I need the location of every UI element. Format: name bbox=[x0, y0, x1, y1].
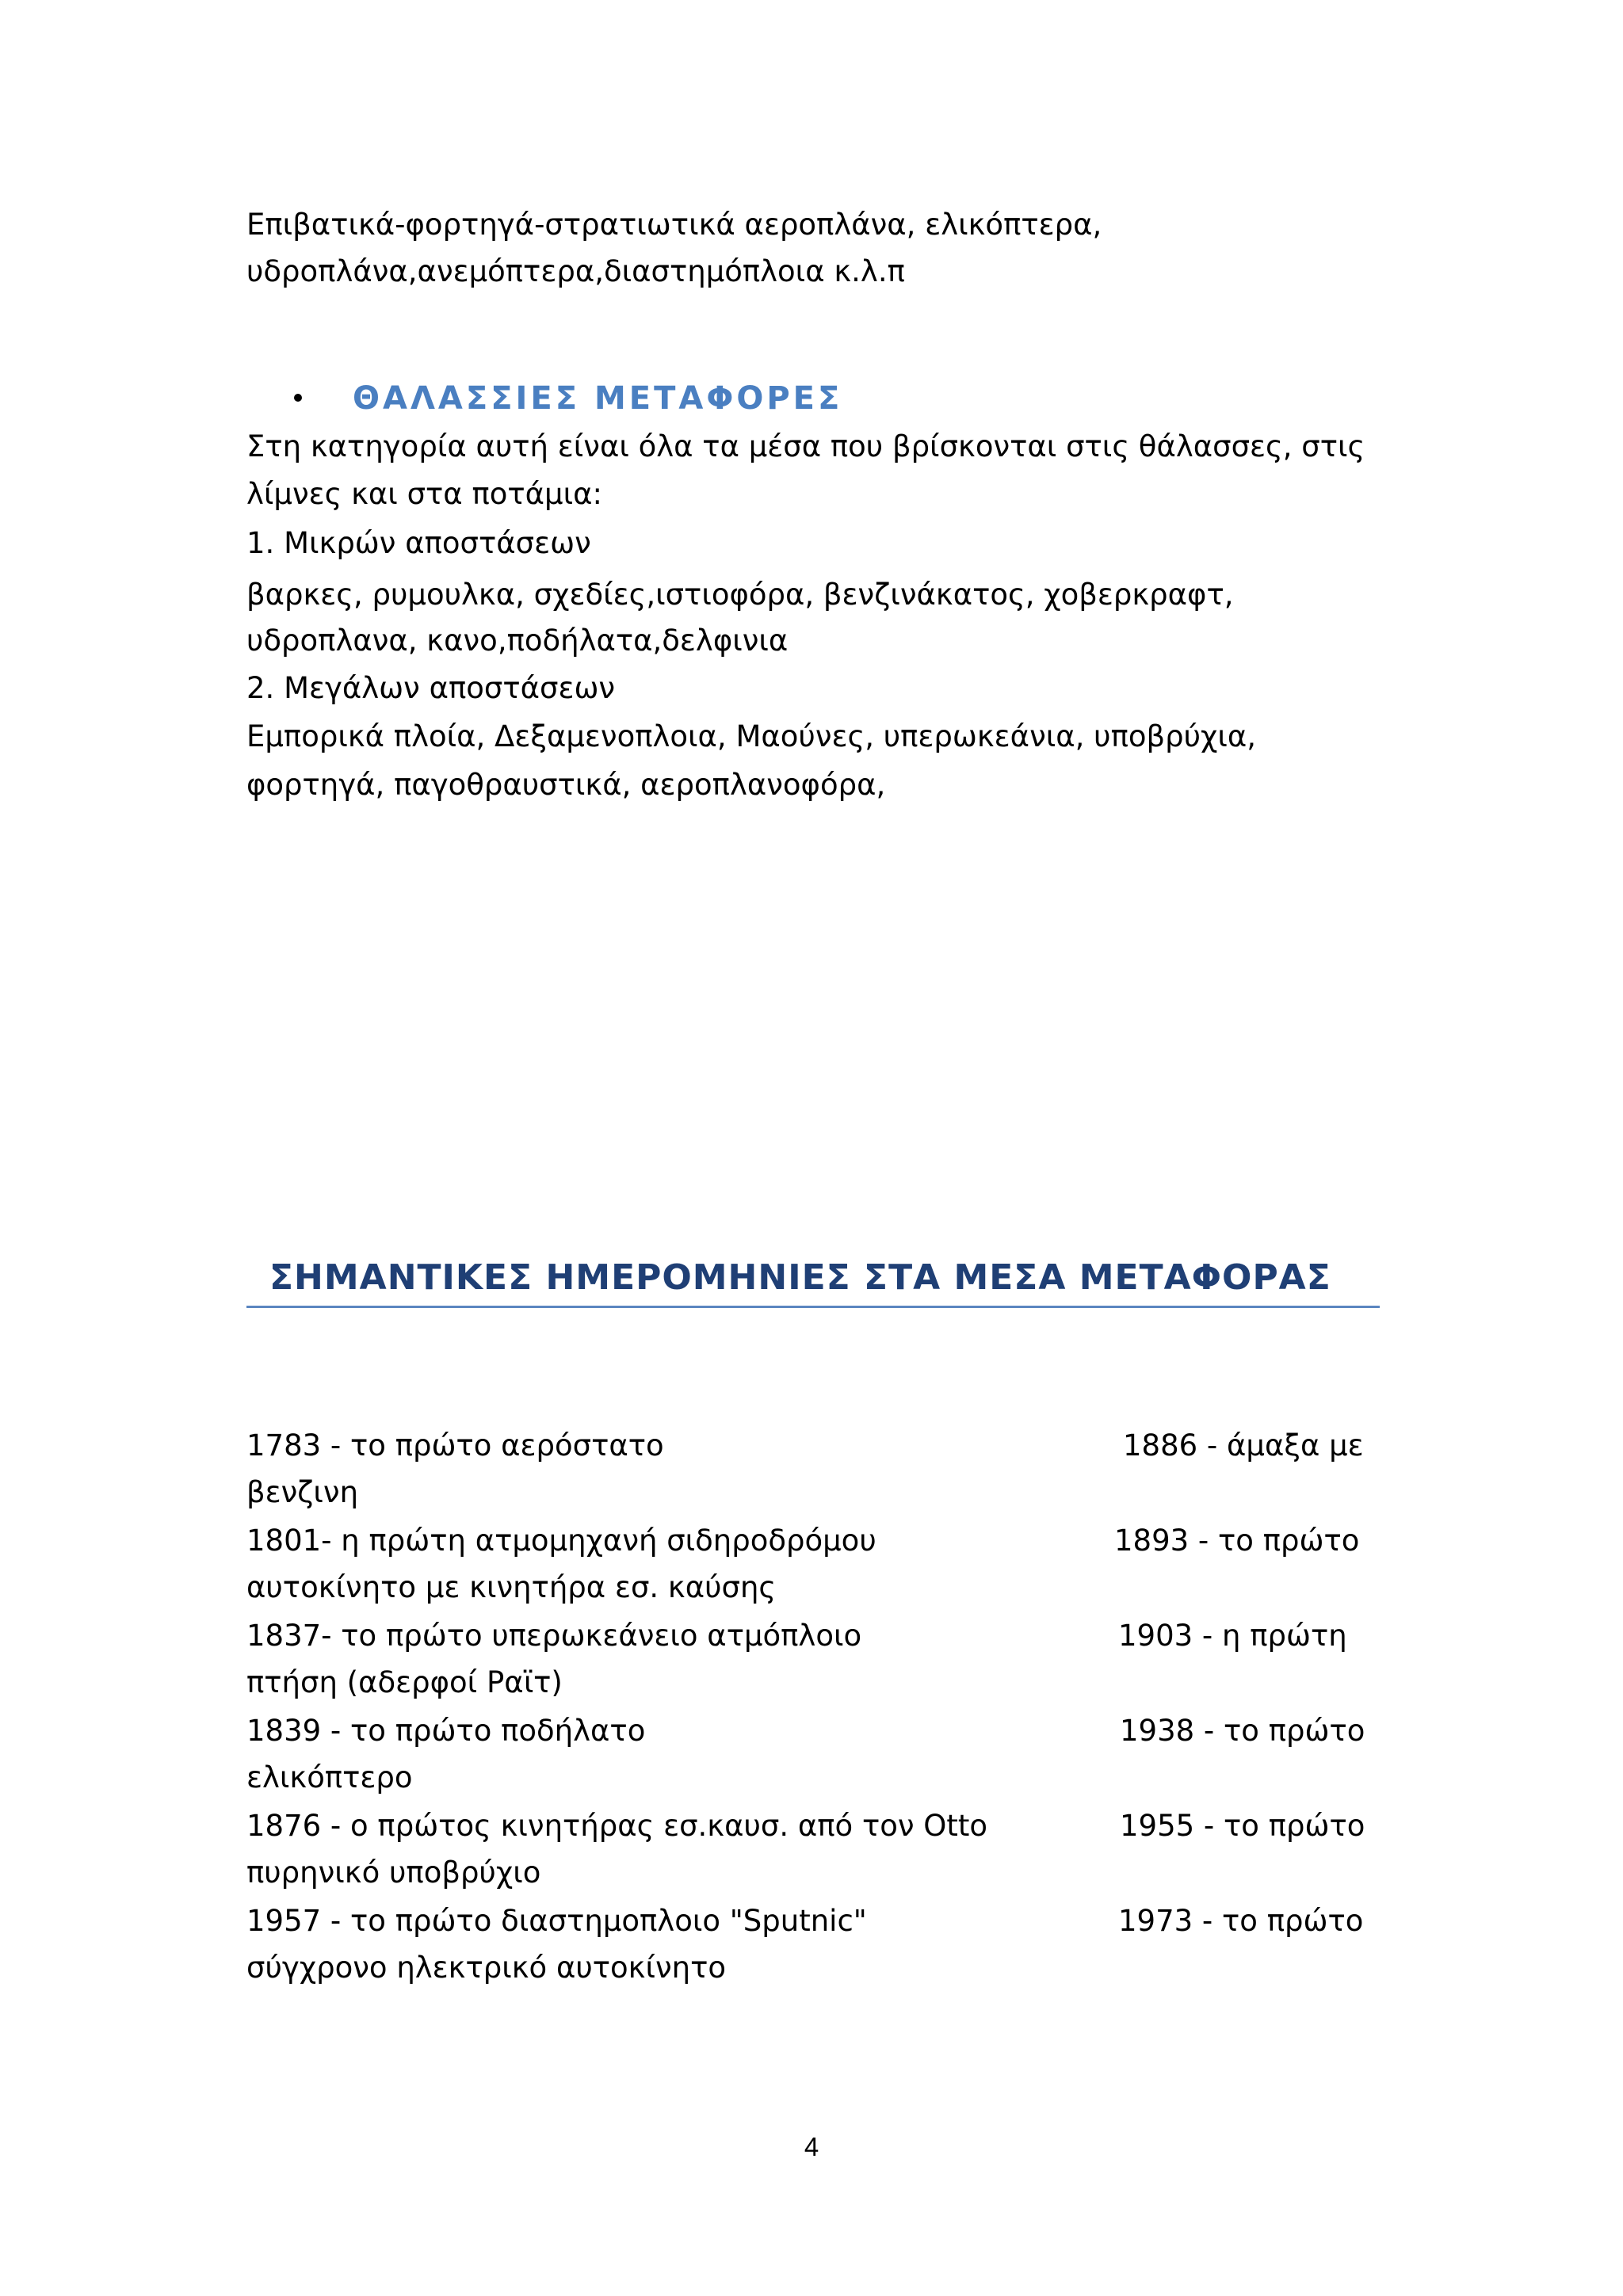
short-distance-line-2: υδροπλανα, κανο,ποδήλατα,δελφινια bbox=[246, 624, 789, 658]
date-entry-left: 1783 - το πρώτο αερόστατο bbox=[246, 1428, 664, 1463]
title-underline bbox=[246, 1306, 1380, 1308]
date-entry-right: 1938 - το πρώτο bbox=[1120, 1714, 1365, 1748]
date-entry-left: 1839 - το πρώτο ποδήλατο bbox=[246, 1714, 646, 1748]
sea-intro-line-1: Στη κατηγορία αυτή είναι όλα τα μέσα που βρίσκονται στις θάλασσες, στις bbox=[246, 429, 1365, 463]
date-entry-right: 1903 - η πρώτη bbox=[1118, 1619, 1347, 1653]
date-entry-wrap: ελικόπτερο bbox=[246, 1760, 413, 1794]
date-entry-wrap: σύγχρονο ηλεκτρικό αυτοκίνητο bbox=[246, 1951, 727, 1985]
sea-transport-heading bbox=[246, 376, 842, 421]
air-vehicles-line-1: Επιβατικά-φορτηγά-στρατιωτικά αεροπλάνα, ελικόπτερα, bbox=[246, 208, 1102, 242]
page-number: 4 bbox=[804, 2132, 819, 2161]
long-distance-heading: 2. Μεγάλων αποστάσεων bbox=[246, 671, 616, 705]
long-distance-line-1: Εμπορικά πλοία, Δεξαμενοπλοια, Μαούνες, υπερωκεάνια, υποβρύχια, bbox=[246, 719, 1257, 753]
date-entry-left: 1876 - ο πρώτος κινητήρας εσ.καυσ. από τον Otto bbox=[246, 1809, 988, 1843]
date-entry-wrap: αυτοκίνητο με κινητήρα εσ. καύσης bbox=[246, 1570, 777, 1604]
date-entry-right: 1955 - το πρώτο bbox=[1120, 1809, 1365, 1843]
date-entry-wrap: πτήση (αδερφοί Ραϊτ) bbox=[246, 1665, 563, 1699]
short-distance-heading: 1. Μικρών αποστάσεων bbox=[246, 526, 591, 560]
air-vehicles-line-2: υδροπλάνα,ανεμόπτερα,διαστημόπλοια κ.λ.π bbox=[246, 254, 905, 288]
important-dates-title: ΣΗΜΑΝΤΙΚΕΣ ΗΜΕΡΟΜΗΝΙΕΣ ΣΤΑ ΜΕΣΑ ΜΕΤΑΦΟΡΑΣ bbox=[269, 1257, 1331, 1298]
date-entry-wrap: βενζινη bbox=[246, 1475, 359, 1509]
date-entry-right: 1886 - άμαξα με bbox=[1123, 1428, 1364, 1463]
date-entry-right: 1893 - το πρώτο bbox=[1114, 1524, 1360, 1558]
date-entry-right: 1973 - το πρώτο bbox=[1118, 1904, 1364, 1938]
date-entry-left: 1957 - το πρώτο διαστημοπλοιο "Sputnic" bbox=[246, 1904, 867, 1938]
short-distance-line-1: βαρκες, ρυμουλκα, σχεδίες,ιστιοφόρα, βενζινάκατος, χοβερκραφτ, bbox=[246, 578, 1234, 612]
date-entry-left: 1801- η πρώτη ατμομηχανή σιδηροδρόμου bbox=[246, 1524, 876, 1558]
sea-intro-line-2: λίμνες και στα ποτάμια: bbox=[246, 477, 602, 511]
long-distance-line-2: φορτηγά, παγοθραυστικά, αεροπλανοφόρα, bbox=[246, 768, 886, 802]
sea-transport-heading-text: ΘΑΛΑΣΣΙΕΣ ΜΕΤΑΦΟΡΕΣ bbox=[353, 380, 843, 417]
date-entry-wrap: πυρηνικό υποβρύχιο bbox=[246, 1855, 541, 1890]
date-entry-left: 1837- το πρώτο υπερωκεάνειο ατμόπλοιο bbox=[246, 1619, 862, 1653]
bullet-icon bbox=[294, 394, 302, 402]
